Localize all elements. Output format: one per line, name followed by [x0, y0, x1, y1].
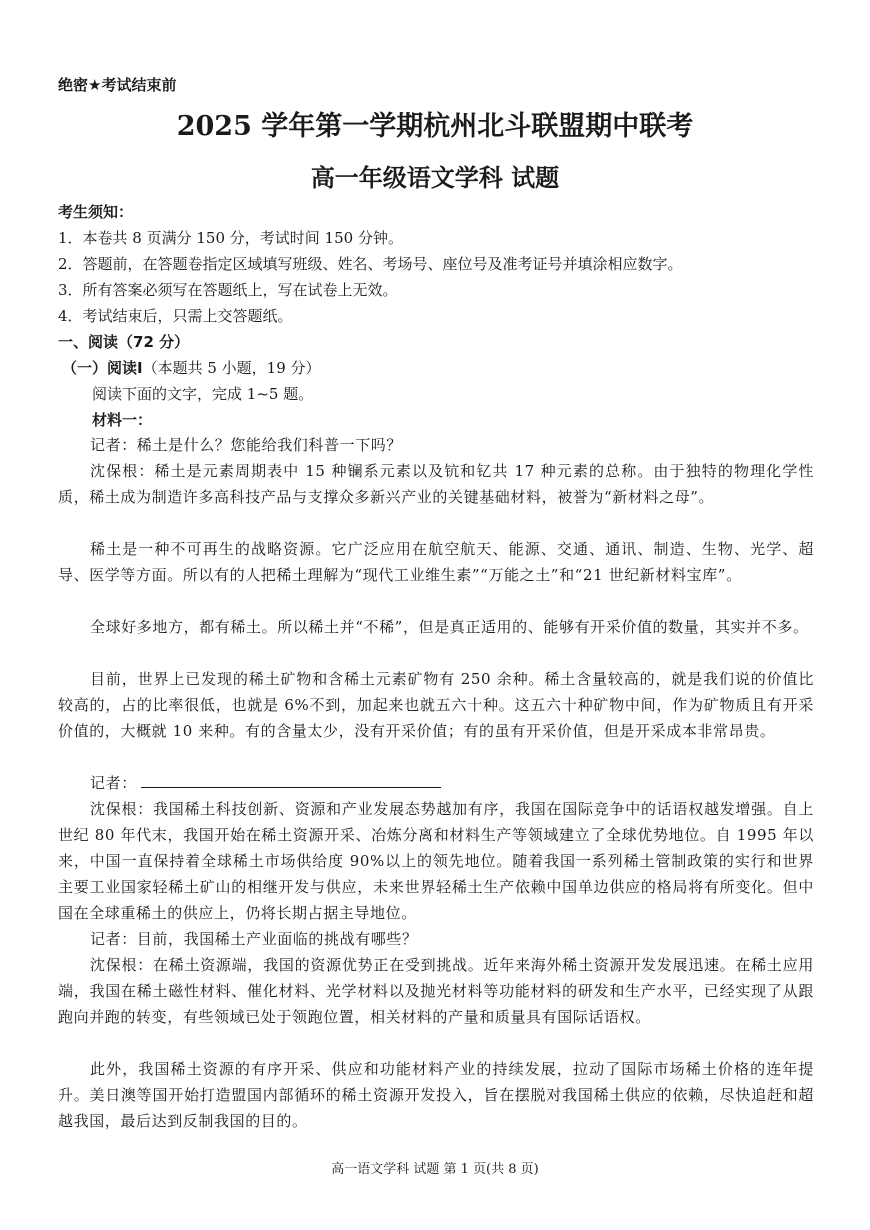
paragraph: 沈保根：稀土是元素周期表中 15 种镧系元素以及钪和钇共 17 种元素的总称。由于独特的物理化学性质，稀土成为制造许多高科技产品与支撑众多新兴产业的关键基础材料，被誉为“新材料之母”。 — [58, 462, 814, 506]
exam-subtitle: 高一年级语文学科 试题 — [310, 163, 560, 192]
material-label: 材料一： — [92, 411, 153, 429]
instruction: 阅读下面的文字，完成 1~5 题。 — [92, 385, 314, 403]
confidential-mark: 绝密★考试结束前 — [58, 76, 177, 94]
reporter-label: 记者： — [90, 774, 137, 792]
notice-item: 2．答题前，在答题卷指定区域填写班级、姓名、考场号、座位号及准考证号并填涂相应数字。 — [58, 255, 683, 273]
notice-item: 3．所有答案必须写在答题纸上，写在试卷上无效。 — [58, 281, 398, 299]
paragraph: 记者：目前，我国稀土产业面临的挑战有哪些？ — [90, 930, 418, 948]
notice-item: 4．考试结束后，只需上交答题纸。 — [58, 307, 293, 325]
paragraph: 稀土是一种不可再生的战略资源。它广泛应用在航空航天、能源、交通、通讯、制造、生物、光学、超导、医学等方面。所以有的人把稀土理解为“现代工业维生素”“万能之土”和“21 世纪新材料宝库”。 — [58, 540, 814, 584]
notice-item: 1．本卷共 8 页满分 150 分，考试时间 150 分钟。 — [58, 229, 403, 247]
paragraph: 沈保根：我国稀土科技创新、资源和产业发展态势越加有序，我国在国际竞争中的话语权越发增强。自上世纪 80 年代末，我国开始在稀土资源开采、冶炼分离和材料生产等领域建立了全球优势地位。自 1995 年以来，中国一直保持着全球稀土市场供给度 90%以上的领先地位。随着我国一系列稀土管制政策的实行和世界主要工业国家轻稀土矿山的相继开发与供应，未来世界轻稀土生产依赖中国单边供应的格局将有所变化。但中国在全球重稀土的供应上，仍将长期占据主导地位。 — [58, 800, 814, 922]
subsection-title: （一）阅读Ⅰ — [62, 359, 143, 377]
notice-heading: 考生须知： — [58, 203, 134, 221]
exam-title: 2025 学年第一学期杭州北斗联盟期中联考 — [176, 111, 694, 142]
paragraph: 沈保根：在稀土资源端，我国的资源优势正在受到挑战。近年来海外稀土资源开发发展迅速。在稀土应用端，我国在稀土磁性材料、催化材料、光学材料以及抛光材料等功能材料的研发和生产水平，已经实现了从跟跑向并跑的转变，有些领域已处于领跑位置，相关材料的产量和质量具有国际话语权。 — [58, 956, 814, 1026]
fill-in-blank[interactable] — [141, 771, 441, 788]
paragraph: 目前，世界上已发现的稀土矿物和含稀土元素矿物有 250 余种。稀土含量较高的，就是我们说的价值比较高的，占的比率很低，也就是 6%不到，加起来也就五六十种。这五六十种矿物中间，作为矿物质且有开采价值的，大概就 10 来种。有的含量太少，没有开采价值；有的虽有开采价值，但是开采成本非常昂贵。 — [58, 670, 814, 740]
page-footer: 高一语文学科 试题 第 1 页(共 8 页) — [331, 1162, 539, 1177]
subsection-note: （本题共 5 小题，19 分） — [142, 359, 321, 377]
section-heading: 一、阅读（72 分） — [58, 333, 190, 351]
reporter-blank-question — [58, 770, 814, 796]
paragraph: 全球好多地方，都有稀土。所以稀土并“不稀”，但是真正适用的、能够有开采价值的数量，其实并不多。 — [90, 618, 809, 636]
paragraph: 记者：稀土是什么？您能给我们科普一下吗？ — [90, 436, 403, 454]
subsection-heading — [62, 356, 822, 380]
paragraph: 此外，我国稀土资源的有序开采、供应和功能材料产业的持续发展，拉动了国际市场稀土价格的连年提升。美日澳等国开始打造盟国内部循环的稀土资源开发投入，旨在摆脱对我国稀土供应的依赖，尽快追赶和超越我国，最后达到反制我国的目的。 — [58, 1060, 814, 1130]
